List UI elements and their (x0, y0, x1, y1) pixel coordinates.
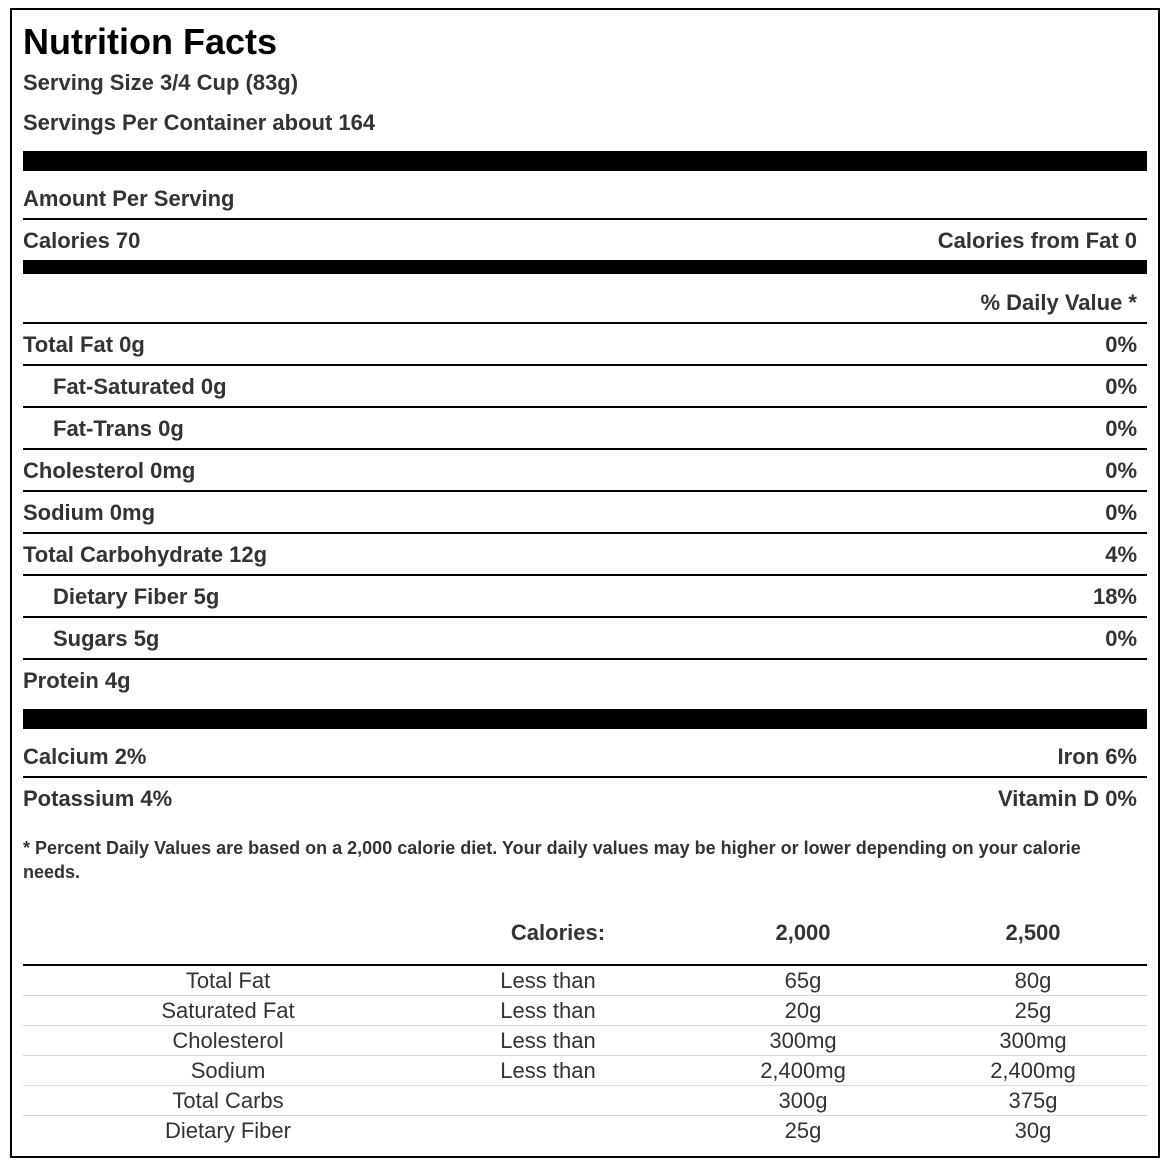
servings-per-container: Servings Per Container about 164 (23, 110, 376, 135)
nutrient-row (23, 576, 1147, 618)
nutrient-row (23, 660, 1147, 702)
table-row (23, 966, 1147, 996)
table-row (23, 1026, 1147, 1056)
table-cell-qualifier: Less than (500, 998, 596, 1023)
table-cell-qualifier: Less than (500, 1058, 596, 1083)
table-cell-2500: 25g (1014, 998, 1052, 1023)
table-header-calories: Calories: (510, 920, 606, 945)
table-cell-name: Total Carbs (172, 1088, 284, 1113)
nutrient-dv: 0% (1105, 332, 1137, 357)
nutrient-row (23, 450, 1147, 492)
daily-value-header: % Daily Value * (980, 290, 1137, 315)
nutrient-label: Total Fat 0g (23, 332, 145, 357)
table-cell-2000: 300g (778, 1088, 828, 1113)
nutrition-label (10, 8, 1160, 1158)
nutrient-label: Total Carbohydrate 12g (23, 542, 268, 567)
thick-divider-3 (23, 709, 1147, 729)
nutrient-dv: 18% (1092, 584, 1137, 609)
nutrient-dv: 0% (1105, 500, 1137, 525)
table-row (23, 1086, 1147, 1116)
nutrient-row (23, 366, 1147, 408)
nutrition-label-inner (23, 10, 1147, 1156)
nutrient-label: Protein 4g (23, 668, 131, 693)
table-cell-2000: 65g (784, 968, 822, 993)
table-cell-name: Sodium (190, 1058, 266, 1083)
table-cell-2000: 20g (784, 998, 822, 1023)
table-cell-2500: 375g (1008, 1088, 1058, 1113)
table-cell-qualifier: Less than (500, 968, 596, 993)
nutrient-label: Dietary Fiber 5g (53, 584, 220, 609)
table-cell-name: Cholesterol (172, 1028, 284, 1053)
vitamin-left: Calcium 2% (23, 744, 147, 769)
footnote: * Percent Daily Values are based on a 2,000 calorie diet. Your daily values may be higher or lower depending on your calorie needs. (23, 838, 1081, 882)
nutrient-row (23, 324, 1147, 366)
nutrient-label: Sodium 0mg (23, 500, 156, 525)
table-header-2500: 2,500 (1005, 920, 1061, 945)
serving-size: Serving Size 3/4 Cup (83g) (23, 70, 299, 95)
vitamin-left: Potassium 4% (23, 786, 173, 811)
table-row (23, 1056, 1147, 1086)
nutrient-row (23, 492, 1147, 534)
nutrient-row (23, 534, 1147, 576)
table-cell-2500: 2,400mg (990, 1058, 1076, 1083)
thick-divider-1 (23, 151, 1147, 171)
nutrient-dv: 0% (1105, 374, 1137, 399)
table-row (23, 1116, 1147, 1146)
table-cell-2000: 2,400mg (760, 1058, 846, 1083)
vitamin-right: Vitamin D 0% (998, 786, 1137, 811)
table-cell-2500: 30g (1014, 1118, 1052, 1143)
table-cell-name: Saturated Fat (161, 998, 295, 1023)
vitamin-row (23, 736, 1147, 778)
nutrient-dv: 0% (1105, 626, 1137, 651)
nutrient-dv: 0% (1105, 458, 1137, 483)
calories-row (23, 220, 1147, 262)
table-row (23, 996, 1147, 1026)
table-cell-name: Dietary Fiber (165, 1118, 291, 1143)
daily-value-header-row (23, 282, 1147, 324)
table-cell-2500: 80g (1014, 968, 1052, 993)
calories-from-fat: Calories from Fat 0 (937, 228, 1137, 253)
nutrient-label: Fat-Trans 0g (53, 416, 184, 441)
nutrient-dv: 4% (1105, 542, 1137, 567)
thick-divider-2 (23, 260, 1147, 274)
nutrient-label: Cholesterol 0mg (23, 458, 196, 483)
amount-per-serving: Amount Per Serving (23, 186, 235, 211)
table-cell-2500: 300mg (999, 1028, 1067, 1053)
vitamin-row (23, 778, 1147, 820)
table-cell-2000: 300mg (769, 1028, 837, 1053)
label-title: Nutrition Facts (23, 21, 278, 62)
calories: Calories 70 (23, 228, 141, 253)
nutrient-row (23, 618, 1147, 660)
table-cell-qualifier: Less than (500, 1028, 596, 1053)
nutrient-dv: 0% (1105, 416, 1137, 441)
vitamin-right: Iron 6% (1057, 744, 1137, 769)
nutrient-row (23, 408, 1147, 450)
table-cell-name: Total Fat (185, 968, 271, 993)
amount-per-serving-row (23, 178, 1147, 220)
nutrient-label: Fat-Saturated 0g (53, 374, 227, 399)
table-cell-2000: 25g (784, 1118, 822, 1143)
nutrient-label: Sugars 5g (53, 626, 160, 651)
table-header-2000: 2,000 (775, 920, 831, 945)
